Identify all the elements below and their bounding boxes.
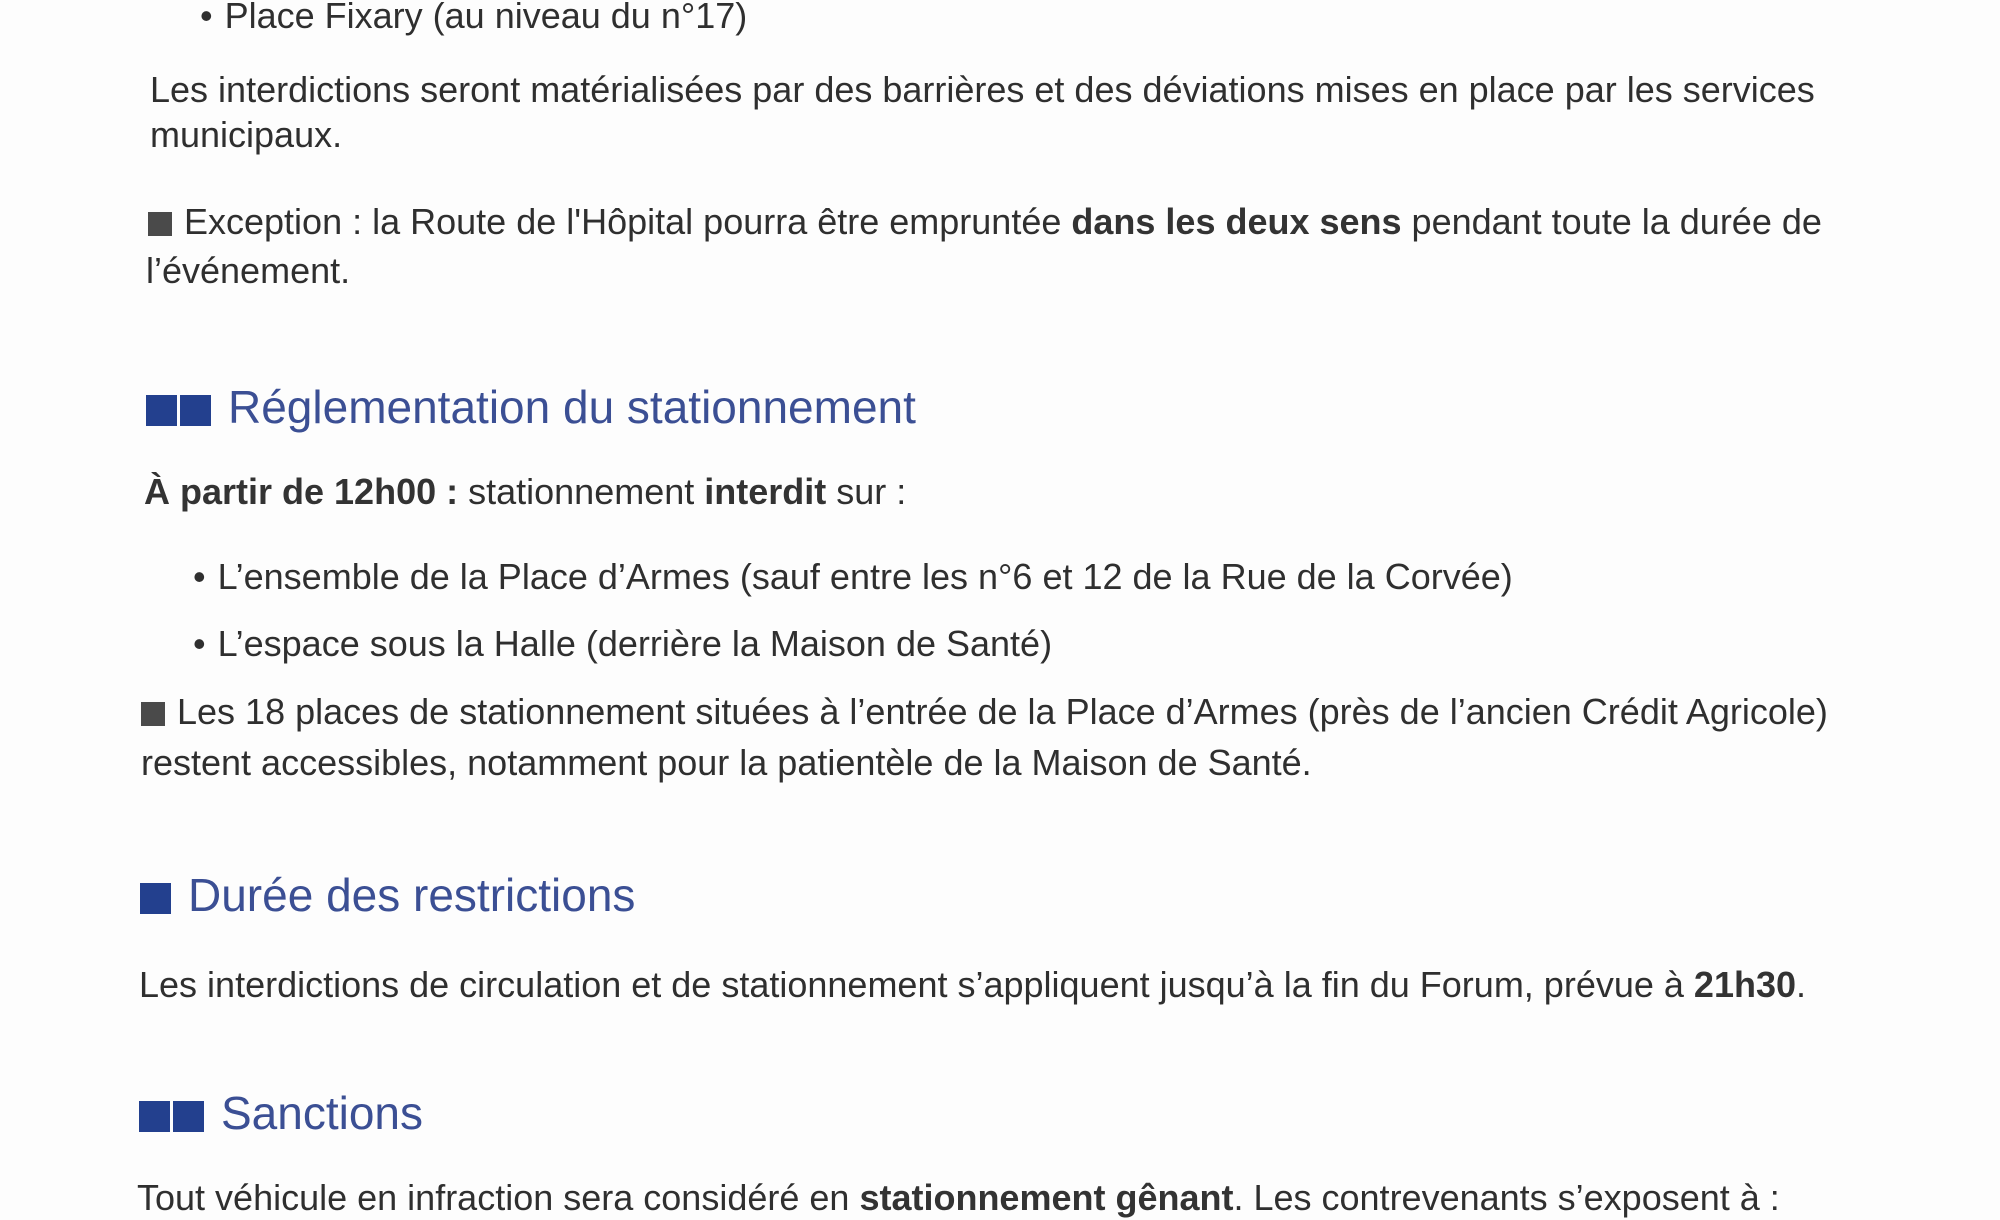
- duration-text-bold: 21h30: [1693, 964, 1796, 1005]
- parking-intro-bold-time: À partir de 12h00 :: [144, 471, 459, 512]
- barriers-paragraph: [150, 68, 1815, 112]
- sanctions-heading: [139, 1085, 423, 1141]
- duration-text-prefix: Les interdictions de circulation et de stationnement s’appliquent jusqu’à la fin du Forum, prévue à: [139, 964, 1694, 1005]
- street-list-item-text: Place Fixary (au niveau du n°17): [224, 0, 748, 36]
- square-bullet-icon: [148, 212, 172, 236]
- parking-intro-bold-forbidden: interdit: [704, 471, 827, 512]
- sanctions-paragraph: [137, 1176, 1780, 1220]
- duration-text-suffix: .: [1796, 964, 1807, 1005]
- parking-intro-suffix: sur :: [826, 471, 907, 512]
- sanctions-text-prefix: Tout véhicule en infraction sera considéré en: [137, 1177, 860, 1218]
- bullet: •: [193, 623, 206, 664]
- exception-text-bold: dans les deux sens: [1071, 201, 1402, 242]
- parking-note-cont: [141, 741, 1312, 785]
- parking-list-item-text: L’ensemble de la Place d’Armes (sauf entre les n°6 et 12 de la Rue de la Corvée): [217, 556, 1513, 597]
- parking-heading: [146, 379, 916, 435]
- duration-paragraph: [139, 963, 1806, 1007]
- parking-note: [141, 690, 1828, 734]
- bullet: •: [200, 0, 213, 36]
- parking-intro-middle: stationnement: [458, 471, 705, 512]
- exception-text-cont: l’événement.: [146, 250, 351, 291]
- bullet: •: [193, 556, 206, 597]
- exception-paragraph: [148, 200, 1822, 244]
- double-square-icon: [146, 379, 214, 435]
- sanctions-text-bold: stationnement gênant: [859, 1177, 1234, 1218]
- double-square-icon: [139, 1085, 207, 1141]
- parking-intro: [144, 470, 906, 514]
- street-list-item: [200, 0, 747, 38]
- barriers-paragraph-cont: [150, 113, 342, 157]
- parking-note-line1: Les 18 places de stationnement situées à l’entrée de la Place d’Armes (près de l’ancien Crédit Agricole): [177, 691, 1828, 732]
- parking-list-item: [193, 555, 1513, 599]
- sanctions-text-suffix: . Les contrevenants s’exposent à :: [1233, 1177, 1780, 1218]
- parking-heading-text: Réglementation du stationnement: [228, 381, 916, 433]
- parking-list-item: [193, 622, 1052, 666]
- duration-heading: [140, 867, 635, 923]
- exception-text-prefix: Exception : la Route de l'Hôpital pourra être empruntée: [184, 201, 1072, 242]
- exception-paragraph-cont: [146, 249, 350, 293]
- barriers-text: Les interdictions seront matérialisées par des barrières et des déviations mises en place par les services: [150, 69, 1815, 110]
- square-bullet-icon: [141, 702, 165, 726]
- square-icon: [140, 867, 174, 923]
- exception-text-suffix: pendant toute la durée de: [1401, 201, 1822, 242]
- parking-list-item-text: L’espace sous la Halle (derrière la Maison de Santé): [217, 623, 1053, 664]
- duration-heading-text: Durée des restrictions: [188, 869, 636, 921]
- sanctions-heading-text: Sanctions: [221, 1087, 424, 1139]
- parking-note-line2: restent accessibles, notamment pour la patientèle de la Maison de Santé.: [141, 742, 1312, 783]
- barriers-text-cont: municipaux.: [150, 114, 343, 155]
